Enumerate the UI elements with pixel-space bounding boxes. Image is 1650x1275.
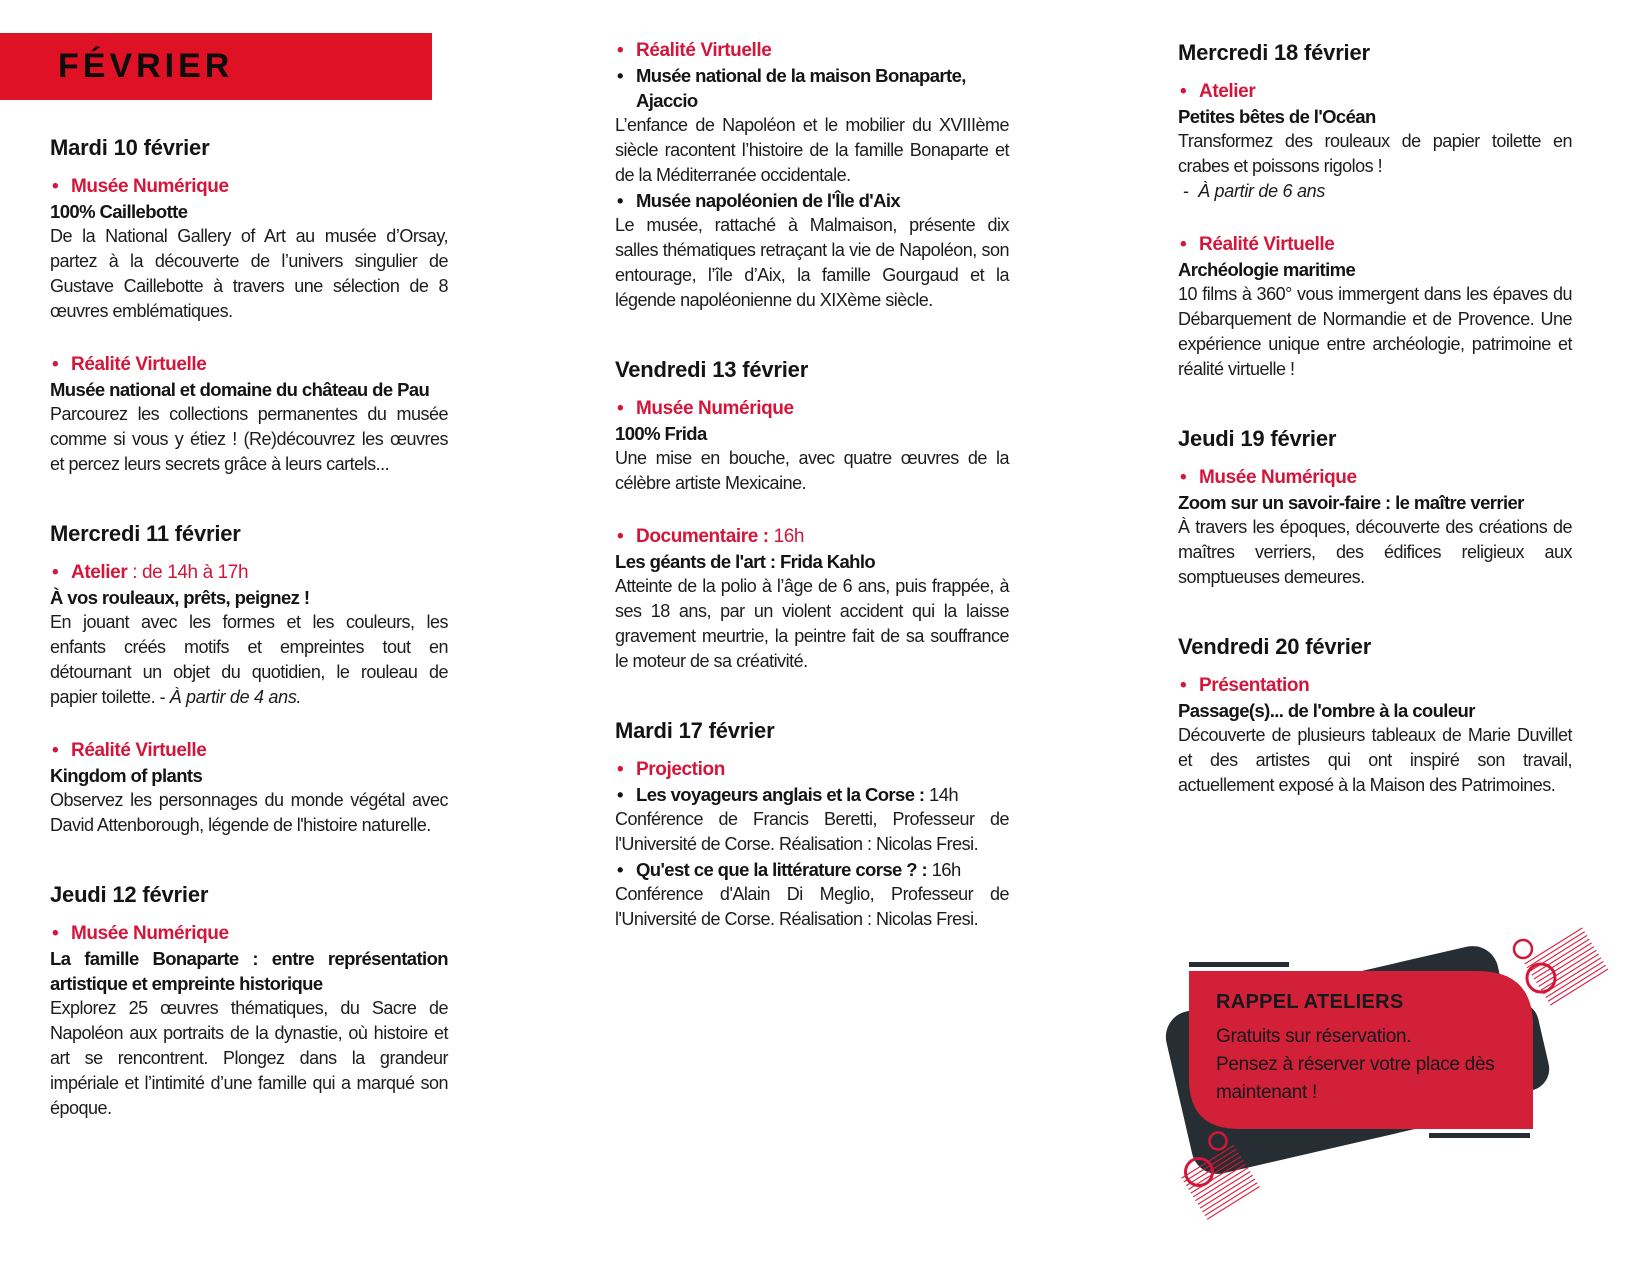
bullet-icon: •	[617, 398, 624, 419]
bullet-icon: •	[1180, 81, 1187, 102]
event-block	[1178, 673, 1572, 798]
day-heading: Jeudi 19 février	[1178, 426, 1337, 451]
subitem-title-time: 14h	[929, 784, 959, 805]
event-body	[1178, 282, 1572, 382]
category-label: Projection	[636, 759, 725, 780]
event-subitem-title	[615, 63, 1009, 113]
event-subitem-title	[615, 857, 1009, 882]
category-label: Musée Numérique	[636, 398, 794, 419]
category-label: Musée Numérique	[71, 176, 229, 197]
event-title	[50, 199, 448, 224]
bullet-icon: •	[617, 40, 624, 61]
subitem-title-text: Musée national de la maison Bonaparte, Ajaccio	[636, 65, 966, 111]
event-title-text: Musée national et domaine du château de Pau	[50, 379, 430, 400]
event-body-text: À travers les époques, découverte des créations de maîtres verriers, des édifices religieux aux somptueuses demeures.	[1178, 517, 1572, 587]
month-title: FÉVRIER	[58, 47, 234, 85]
event-title-text: Petites bêtes de l'Océan	[1178, 106, 1376, 127]
event-category	[1178, 673, 1572, 698]
bullet-icon: •	[617, 526, 624, 547]
event-body-text: 10 films à 360° vous immergent dans les épaves du Débarquement de Normandie et de Provence. Une expérience unique entre archéologie, patrimoine et réalité virtuelle !	[1178, 284, 1572, 379]
bullet-icon: •	[52, 176, 59, 197]
day-heading: Mardi 17 février	[615, 718, 775, 743]
event-body	[50, 788, 448, 838]
category-label: Réalité Virtuelle	[1199, 234, 1335, 255]
event-title-text: 100% Caillebotte	[50, 201, 188, 222]
event-title	[1178, 490, 1572, 515]
event-body	[50, 610, 448, 710]
subitem-title-text: Les voyageurs anglais et la Corse :	[636, 784, 930, 805]
decor-circle-icon	[1514, 940, 1532, 958]
event-category	[1178, 465, 1572, 490]
event-category	[1178, 79, 1572, 104]
event-category	[615, 757, 1009, 782]
event-block	[1178, 79, 1572, 204]
event-body	[50, 996, 448, 1121]
event-body	[615, 574, 1009, 674]
event-body-text: Découverte de plusieurs tableaux de Marie Duvillet et des artistes qui ont inspiré son travail, actuellement exposé à la Maison des Patrimoines.	[1178, 725, 1572, 795]
event-title	[50, 377, 448, 402]
event-body-text: Parcourez les collections permanentes du musée comme si vous y étiez ! (Re)découvrez les œuvres et percez leurs secrets grâce à leurs cartels...	[50, 404, 448, 474]
event-body	[615, 446, 1009, 496]
event-title	[50, 585, 448, 610]
category-label: Atelier	[1199, 81, 1256, 102]
event-body	[1178, 129, 1572, 179]
bullet-icon: •	[617, 190, 623, 211]
age-note-text: À partir de 6 ans	[1198, 181, 1326, 201]
subitem-title-time: 16h	[931, 859, 961, 880]
event-category	[50, 352, 448, 377]
event-body	[1178, 723, 1572, 798]
category-label: Réalité Virtuelle	[71, 354, 207, 375]
subitem-title-text: Qu'est ce que la littérature corse ? :	[636, 859, 932, 880]
age-note-text: À partir de 4 ans.	[169, 687, 302, 707]
event-category	[1178, 232, 1572, 257]
reminder-card-line: Pensez à réserver votre place dès	[1216, 1054, 1495, 1075]
subitem-title-text: Musée napoléonien de l'Île d'Aix	[636, 190, 901, 211]
event-block	[50, 921, 448, 1121]
bullet-icon: •	[52, 562, 59, 583]
bullet-icon: •	[617, 859, 623, 880]
category-label: Musée Numérique	[1199, 467, 1357, 488]
event-body: Conférence de Francis Beretti, Professeur de l'Université de Corse. Réalisation : Nicolas Fresi.	[615, 809, 1009, 854]
event-title-text: Archéologie maritime	[1178, 259, 1356, 280]
event-body: Conférence d'Alain Di Meglio, Professeur de l'Université de Corse. Réalisation : Nicolas Fresi.	[615, 884, 1009, 929]
event-title-text: La famille Bonaparte : entre représentation artistique et empreinte historique	[50, 948, 448, 994]
decor-bar	[1189, 962, 1289, 967]
day-heading: Mercredi 11 février	[50, 521, 241, 546]
event-category	[615, 38, 1009, 63]
bullet-icon: •	[52, 354, 59, 375]
event-title-text: À vos rouleaux, prêts, peignez !	[50, 587, 310, 608]
event-block	[615, 38, 1009, 313]
day-heading: Vendredi 20 février	[1178, 634, 1372, 659]
dash: -	[1183, 181, 1199, 201]
event-body	[50, 224, 448, 324]
event-block	[50, 560, 448, 710]
event-block	[50, 174, 448, 324]
event-body-text: Transformez des rouleaux de papier toilette en crabes et poissons rigolos !	[1178, 131, 1572, 176]
bullet-icon: •	[1180, 675, 1187, 696]
reminder-card-line: Gratuits sur réservation.	[1216, 1026, 1412, 1047]
event-body-text: Atteinte de la polio à l’âge de 6 ans, puis frappée, à ses 18 ans, par un violent accident qui la laisse gravement meurtrie, la peintre fait de sa souffrance le moteur de sa créativité.	[615, 576, 1009, 671]
bullet-icon: •	[1180, 467, 1187, 488]
column-2	[615, 38, 1009, 960]
event-block	[615, 524, 1009, 674]
event-title-text: Zoom sur un savoir-faire : le maître verrier	[1178, 492, 1524, 513]
decor-bar	[1429, 1133, 1530, 1138]
event-body-text: De la National Gallery of Art au musée d’Orsay, partez à la découverte de l’univers singulier de Gustave Caillebotte à travers une sélection de 8 œuvres emblématiques.	[50, 226, 448, 321]
column-1	[50, 125, 448, 1149]
event-title	[615, 421, 1009, 446]
event-block	[615, 396, 1009, 496]
event-block	[50, 738, 448, 838]
event-category	[50, 921, 448, 946]
bullet-icon: •	[617, 759, 624, 780]
bullet-icon: •	[52, 740, 59, 761]
event-title	[50, 763, 448, 788]
age-note	[1178, 179, 1572, 204]
category-label: Musée Numérique	[71, 923, 229, 944]
category-label: Présentation	[1199, 675, 1310, 696]
reminder-card	[1216, 989, 1521, 1107]
category-label: Atelier	[71, 562, 128, 583]
event-category	[50, 174, 448, 199]
category-time: 16h	[768, 526, 805, 547]
event-subitem-title	[615, 782, 1009, 807]
bullet-icon: •	[617, 784, 623, 805]
event-title	[1178, 104, 1572, 129]
event-body: L’enfance de Napoléon et le mobilier du XVIIIème siècle racontent l’histoire de la famille Bonaparte et de la Méditerranée occidentale.	[615, 115, 1009, 185]
event-title	[1178, 698, 1572, 723]
event-title	[1178, 257, 1572, 282]
decor-hatch-pattern	[1523, 926, 1608, 1006]
day-heading: Mardi 10 février	[50, 135, 210, 160]
event-body-text: Explorez 25 œuvres thématiques, du Sacre de Napoléon aux portraits de la dynastie, où histoire et art se rencontrent. Plongez dans la grandeur impériale et l’intimité d’une famille qui a marqué son époque.	[50, 998, 448, 1118]
reminder-card-line: maintenant !	[1216, 1082, 1317, 1103]
event-body	[50, 402, 448, 477]
bullet-icon: •	[617, 65, 623, 86]
category-label: Réalité Virtuelle	[71, 740, 207, 761]
category-time: : de 14h à 17h	[127, 562, 249, 583]
event-body	[1178, 515, 1572, 590]
event-category	[615, 396, 1009, 421]
event-category	[615, 524, 1009, 549]
reminder-card-title: RAPPEL ATELIERS	[1216, 991, 1404, 1013]
event-body-text: Une mise en bouche, avec quatre œuvres de la célèbre artiste Mexicaine.	[615, 448, 1009, 493]
event-category	[50, 560, 448, 585]
event-body-text: En jouant avec les formes et les couleurs, les enfants créés motifs et empreintes tout en détournant un objet du quotidien, le rouleau de papier toilette. -	[50, 612, 448, 707]
event-title-text: 100% Frida	[615, 423, 707, 444]
event-subitem-title	[615, 188, 1009, 213]
event-title-text: Passage(s)... de l'ombre à la couleur	[1178, 700, 1475, 721]
month-banner	[0, 33, 432, 100]
category-label: Documentaire :	[636, 526, 769, 547]
event-title	[615, 549, 1009, 574]
event-title	[50, 946, 448, 996]
bullet-icon: •	[1180, 234, 1187, 255]
event-block	[1178, 465, 1572, 590]
event-block	[1178, 232, 1572, 382]
category-label: Réalité Virtuelle	[636, 40, 772, 61]
event-block	[50, 352, 448, 477]
event-body-text: Observez les personnages du monde végétal avec David Attenborough, légende de l'histoire naturelle.	[50, 790, 448, 835]
event-title-text: Les géants de l'art : Frida Kahlo	[615, 551, 876, 572]
day-heading: Jeudi 12 février	[50, 882, 209, 907]
event-body: Le musée, rattaché à Malmaison, présente dix salles thématiques retraçant la vie de Napoléon, son entourage, l’île d’Aix, la famille Gourgaud et la légende napoléonienne du XIXème siècle.	[615, 215, 1009, 310]
column-3	[1178, 38, 1572, 826]
event-category	[50, 738, 448, 763]
event-title-text: Kingdom of plants	[50, 765, 203, 786]
day-heading: Vendredi 13 février	[615, 357, 809, 382]
day-heading: Mercredi 18 février	[1178, 40, 1370, 65]
event-block	[615, 757, 1009, 932]
bullet-icon: •	[52, 923, 59, 944]
